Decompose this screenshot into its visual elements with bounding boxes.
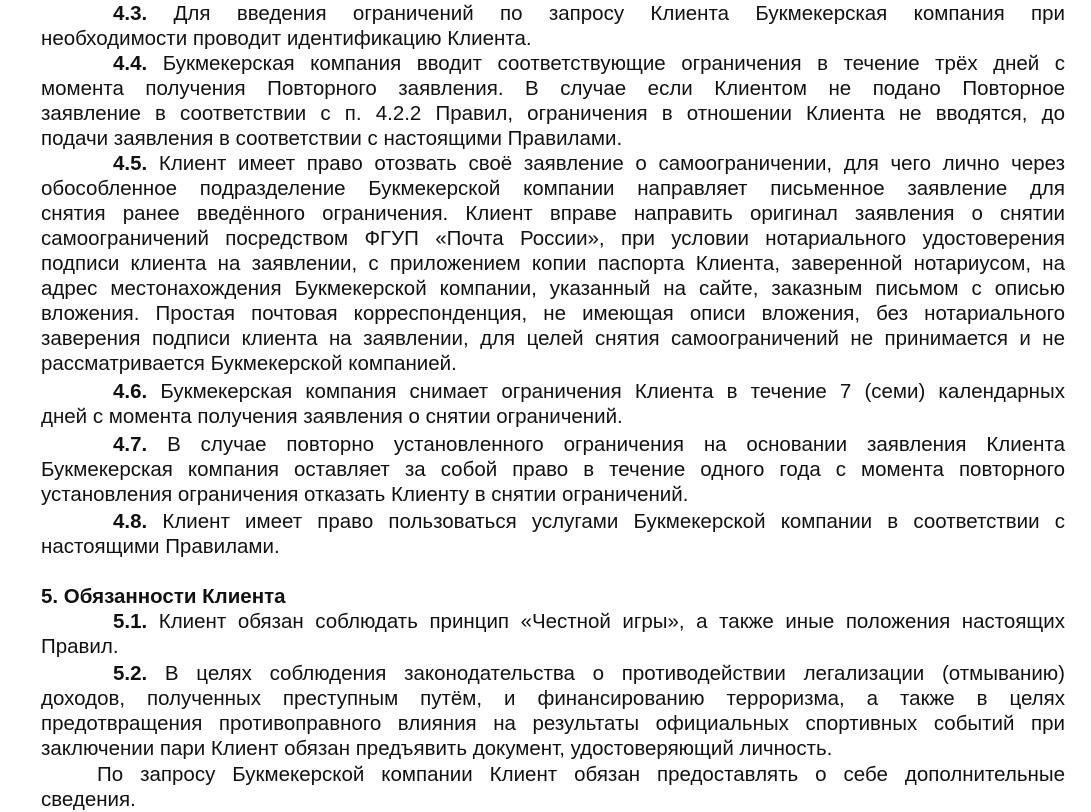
clause-4-8-line-2: настоящими Правилами. bbox=[41, 535, 280, 558]
clause-4-5-line-7: вложения. Простая почтовая корреспонденция, не имеющая описи вложения, без нотариального bbox=[41, 302, 1065, 325]
clause-5-2-line-3: предотвращения противоправного влияния на результаты официальных спортивных событий при bbox=[41, 712, 1065, 735]
clause-4-3-line-2: необходимости проводит идентификацию Клиента. bbox=[41, 27, 532, 50]
section-5-heading: 5. Обязанности Клиента bbox=[41, 585, 286, 608]
clause-4-7-line-2: Букмекерская компания оставляет за собой право в течение одного года с момента повторного bbox=[41, 458, 1065, 481]
clause-4-6-line-1: 4.6. Букмекерская компания снимает ограничения Клиента в течение 7 (семи) календарных bbox=[113, 380, 1065, 403]
clause-4-5-line-2: обособленное подразделение Букмекерской компании направляет письменное заявление для bbox=[41, 177, 1065, 200]
clause-4-3-line-1: 4.3. Для введения ограничений по запросу Клиента Букмекерская компания при bbox=[113, 2, 1065, 25]
clause-4-5-line-5: подписи клиента на заявлении, с приложением копии паспорта Клиента, заверенной нотариусом, на bbox=[41, 252, 1065, 275]
clause-4-5-line-9: рассматривается Букмекерской компанией. bbox=[41, 352, 457, 375]
clause-5-2-line-4: заключении пари Клиент обязан предъявить документ, удостоверяющий личность. bbox=[41, 737, 833, 760]
clause-5-2-paragraph-2-line-1: По запросу Букмекерской компании Клиент обязан предоставлять о себе дополнительные bbox=[97, 763, 1065, 786]
clause-4-7-line-3: установления ограничения отказать Клиенту в снятии ограничений. bbox=[41, 483, 689, 506]
clause-5-1-line-1: 5.1. Клиент обязан соблюдать принцип «Честной игры», а также иные положения настоящих bbox=[113, 610, 1065, 633]
clause-number: 4.8. bbox=[113, 510, 148, 533]
clause-number: 4.6. bbox=[113, 380, 148, 403]
clause-number: 5.2. bbox=[113, 662, 148, 685]
clause-4-5-line-4: самоограничений посредством ФГУП «Почта России», при условии нотариального удостоверения bbox=[41, 227, 1065, 250]
clause-number: 4.4. bbox=[113, 52, 148, 75]
clause-4-5-line-3: снятия ранее введённого ограничения. Клиент вправе направить оригинал заявления о снятии bbox=[41, 202, 1065, 225]
clause-4-8-line-1: 4.8. Клиент имеет право пользоваться услугами Букмекерской компании в соответствии с bbox=[113, 510, 1065, 533]
clause-4-4-line-1: 4.4. Букмекерская компания вводит соответствующие ограничения в течение трёх дней с bbox=[113, 52, 1065, 75]
clause-number: 5.1. bbox=[113, 610, 148, 633]
clause-4-5-line-6: адрес местонахождения Букмекерской компании, указанный на сайте, заказным письмом с описью bbox=[41, 277, 1065, 300]
clause-5-1-line-2: Правил. bbox=[41, 635, 119, 658]
clause-4-5-line-1: 4.5. Клиент имеет право отозвать своё заявление о самоограничении, для чего лично через bbox=[113, 152, 1065, 175]
clause-number: 4.3. bbox=[113, 2, 148, 25]
clause-5-2-line-1: 5.2. В целях соблюдения законодательства о противодействии легализации (отмыванию) bbox=[113, 662, 1065, 685]
clause-4-6-line-2: дней с момента получения заявления о снятии ограничений. bbox=[41, 405, 623, 428]
clause-5-2-line-2: доходов, полученных преступным путём, и финансированию терроризма, а также в целях bbox=[41, 687, 1065, 710]
clause-5-2-paragraph-2-line-2: сведения. bbox=[41, 788, 136, 811]
clause-4-5-line-8: заверения подписи клиента на заявлении, для целей снятия самоограничений не принимается и не bbox=[41, 327, 1065, 350]
clause-number: 4.7. bbox=[113, 433, 148, 456]
clause-4-4-line-3: заявление в соответствии с п. 4.2.2 Правил, ограничения в отношении Клиента не вводятся, до bbox=[41, 102, 1065, 125]
clause-4-4-line-4: подачи заявления в соответствии с настоящими Правилами. bbox=[41, 127, 623, 150]
clause-number: 4.5. bbox=[113, 152, 148, 175]
clause-4-4-line-2: момента получения Повторного заявления. В случае если Клиентом не подано Повторное bbox=[41, 77, 1065, 100]
clause-4-7-line-1: 4.7. В случае повторно установленного ограничения на основании заявления Клиента bbox=[113, 433, 1065, 456]
